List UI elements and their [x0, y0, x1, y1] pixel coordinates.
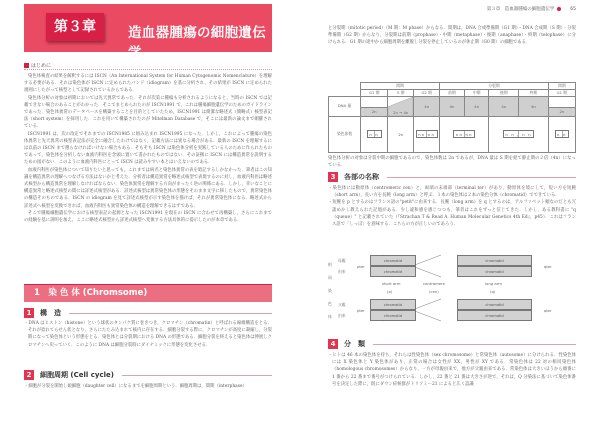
subsection-number: 2 [24, 370, 34, 380]
phase-header: 前期 [440, 90, 465, 97]
pter-label: pter [357, 308, 365, 313]
group-header: 間期 [548, 83, 575, 90]
red-dot-icon [557, 7, 561, 11]
phase-header: 終期 [519, 90, 549, 97]
divider [387, 177, 576, 178]
subsection-names-heading [328, 172, 576, 182]
square-bullet-icon [24, 63, 29, 68]
running-head [487, 6, 576, 12]
bullet-paragraph: ・DNA はヒストン（histone）という球状のタンパク質に巻きつき，クロマチン（chromatin）と呼ばれる線維構造をとる．それが捻れてらせん状となり，さらにたたみ込まれて核内に存在する．細胞分裂する際に，クロマチンが高度に凝縮し，分裂期になって染色体という形態をとる．染色体とは分裂期における DNA の形態である．細胞分裂を終えると染色体は伸展しクロマチンへ戻っていく．このように DNA は細胞分裂時にダイナミックに形態を変化させる． [24, 321, 272, 348]
subsection-title: 構 造 [40, 309, 61, 317]
chromosome-value: 2n [398, 131, 404, 137]
intro-body [24, 73, 272, 224]
chromosome-pair-value: n n / n n [503, 130, 535, 138]
phase-header: G1 期 [361, 90, 388, 97]
intro-paragraph: そこで腫瘍細胞遺伝学における核型表記の起源となった ISCN1991 を現在の ISCN に合わせて再構築し，さらにこれまでの経験を基に説明を加え，ここに略述式核型から詳述式核型へ変換する方法具体的に提示したのが本章である． [24, 210, 272, 224]
dna-row-label: DNA 量 [329, 97, 361, 117]
phase-header: 後期 [489, 90, 519, 97]
chapter-badge: 第３章 [46, 13, 104, 41]
chromosome-pair-value: nn nn [416, 130, 438, 138]
chromosome-cell [388, 116, 414, 152]
subsection-number: 3 [328, 172, 338, 182]
right-page [300, 0, 600, 423]
intro-paragraph: 染色体検査の結果を解釈するには ISCN（An International System for Human Cytogenomic Nomenclature）を理解する必要がある．それは染色体が ISCN に定められたバンド（idiogram）を基に分析され，その結果が ISCN に定められた規則にしたがって核型として記録されているからである． [24, 74, 272, 94]
long-arm-label: long arm [485, 281, 502, 286]
short-arm-abbr: (p) [387, 289, 393, 294]
qter-label: qter [544, 264, 552, 269]
dna-value: 4n [519, 97, 549, 117]
cell-cycle-body [24, 383, 272, 390]
section-title-chromosome: 1 染 色 体 (Chromsome) [24, 284, 272, 302]
phase-header: 中期 [464, 90, 489, 97]
chromosome-diagram [328, 252, 578, 332]
chapter-title: 造血器腫瘍の細胞遺伝学 [128, 25, 266, 61]
chromatid-long-arm: chromatid [457, 299, 532, 310]
centromere-abbr: (cen) [429, 289, 439, 294]
chromosome-split-pair [503, 130, 535, 138]
chromosome-cell [548, 116, 575, 152]
group-header: 分裂期 [440, 83, 549, 90]
pter-label: pter [357, 264, 365, 269]
chromosome-pair-value: nn nn [453, 130, 475, 138]
bullet-paragraph: ・染色体には動原体（centromeric cen）と，両端の末端部（terminal ter）があり，動原体を境にして，短い方を短腕（short arm），長い方を長腕（long arm）と呼ぶ．１本の染色体は２本の染色分体（chromatid）でできている． [328, 186, 576, 199]
dna-value: 2n → 4n [393, 109, 409, 115]
centromere-label: centromere [423, 281, 445, 286]
intro-heading-text: はじめに [31, 63, 52, 69]
group-header: 間期 [361, 83, 440, 90]
phase-header: G2 期 [414, 90, 440, 97]
chromosome-cell [489, 116, 548, 152]
dna-cell [388, 97, 414, 117]
chromosome-row-label: 染色体数 [329, 116, 361, 152]
intro-heading [24, 62, 272, 70]
intro-paragraph: 染色体分析の対象は初期においては先天異常であった．それが次第に腫瘍も分析されるようになると，当時の ISCN では記載できない場合のあることがわかった．そこでまとめられたのが ISCN1991 で，これは腫瘍細胞遺伝学のためのガイドラインであった．染色体異常のデータベースを構築することを目的としていたため，ISCN1991 は簡潔な略述式（簡略式）核型表記法（short system）を採用した．これを用いて構築されたのが Mitelman Database で，そこには最新の論文まで網羅されている． [24, 95, 272, 130]
bullet-paragraph: ・ヒトは 46 本の染色体を持ち，それらは性染色体（sex chromosome）と常染色体（autosome）に分けられる．性染色体には X 染色体と Y 染色体があり，正常の場合は女性が XX，男性が XY である．常染色体は 22 対の相同染色体（homologous chromosomes）からなり，一方が母親由来で，他方が父親由来である．常染色体は大きいほうから順番に 1 番から 22 番まで番号がつけられている．しかし，22 番と 21 番は大きさが逆で，それは，Q 分染法に基づいて染色体番号を決定した際に，既にダウン症候群がトリソミー21 によると広く認識 [328, 353, 576, 387]
chromatid-short-arm: chromatid [370, 310, 416, 321]
chapter-banner [24, 4, 272, 61]
subsection-cell-cycle-heading [24, 370, 272, 380]
paternal-label: 父親 由来 [338, 302, 346, 318]
table-caption: 染色体分析の対象は分裂中期の細胞であるので，染色体数は 2n であるが，DNA 量は S 期を経て静止期の２倍（4n）になっている． [328, 156, 576, 169]
dna-cell [361, 97, 388, 117]
divider [69, 313, 272, 314]
intro-paragraph: ISCN1991 は，次の改定でそれまでの ISCN1985 に組み込まれ ISCN1995 になった．しかし，これによって腫瘍の染色体異常と先天異常の核型表記法が完全に融合したわけではなく，記載方法には異なる場合がある．最新の ISCN を理解するには以前の ISCN まで遡らなければいけない場合もある．そもそも ISCN は染色体分析を実践している人のために作られたものであって，染色体を分析しない血液内科医を念頭に置いて書かれたものではない．その証拠に ISCN には構造異常を説明するための図がない．このように血液内科医にとって ISCN は読みやすい本とはいえないのである． [24, 131, 272, 166]
short-arm-label: short arm [382, 281, 401, 286]
dna-value: 2n [549, 107, 575, 116]
chromosome-cell [361, 116, 388, 152]
chromosome-pair-value: n n [555, 130, 570, 138]
classification-body [328, 352, 576, 388]
subsection-structure-heading [24, 308, 272, 318]
dna-cell [548, 97, 575, 117]
maternal-label: 母親 由来 [338, 258, 346, 274]
subsection-number: 1 [24, 308, 34, 318]
bullet-paragraph: ・短腕を p とするのはフランス語の"petit"に由来する．長腕（long arm）を q とするのは，アルファベット順なのだとも冗談めかし教えられた記憶がある．少し違和感を感じつつも，筆者はこれをずっと信じてきた．しかし，ある教科書に "q（queue）" と記載されていた（『Strachan T & Read A. Human Molecular Genetics 4th Ed』，p45）．これはフランス語で「しっぽ」を意味する．こちらの方が正しいのであろう． [328, 200, 576, 228]
divider [122, 375, 272, 376]
chromatid-long-arm: chromatid [457, 255, 532, 266]
subsection-number: 4 [328, 339, 338, 349]
phase-header: S 期 [388, 90, 414, 97]
dna-value: 4n [489, 97, 519, 117]
running-head-text: 第３章 造血器腫瘍の細胞遺伝学 [486, 7, 555, 12]
continued-text: と分裂期（mitotic period）（M 期：M phase）からなる．間期は，DNA 合成準備期（G1 期）・DNA 合成期（S 期）・分裂準備期（G2 期）からなり，分裂期は前期（prophase）・中期（metaphase）・後期（anaphase）・終期（telophase）に分けられる．G1 期の途中から細胞周期を離脱し分裂を停止しているのが休止期（G0 期）の細胞である． [328, 26, 576, 46]
bullet-paragraph: ・細胞が分裂を開始し娘細胞（daughter cell）になるまでを細胞周期という．細胞周期は，間期（interphase） [24, 384, 247, 389]
page-number: 65 [570, 6, 576, 12]
dna-value: 4n [414, 97, 440, 117]
dna-value: 4n [440, 97, 465, 117]
dna-value: 4n [464, 97, 489, 117]
chromatid-short-arm: chromatid [370, 266, 416, 277]
homologous-chromosome-label: 相 同 染 色 体 [328, 262, 332, 319]
phase-header: G1 期 [548, 90, 575, 97]
chromosome-diagram-lines [328, 252, 578, 332]
subsection-classification-heading [328, 339, 576, 349]
divider [373, 344, 576, 345]
chromatid-long-arm: chromatid [457, 310, 532, 321]
chromatid-short-arm: chromatid [370, 255, 416, 266]
subsection-title: 細胞周期 (Cell cycle) [40, 371, 114, 379]
chromosome-cell [414, 116, 440, 152]
structure-body [24, 320, 272, 349]
chromosome-pair-value: n n [367, 130, 382, 138]
qter-label: qter [544, 308, 552, 313]
subsection-title: 各部の名称 [344, 173, 379, 181]
chromosome-cell [440, 116, 489, 152]
dna-value: 2n [361, 107, 387, 116]
chromatid-short-arm: chromatid [370, 299, 416, 310]
chromatid-long-arm: chromatid [457, 266, 532, 277]
names-body [328, 185, 576, 228]
intro-paragraph: 血液内科医が染色体について知りたいと思っても，これまでは病名と染色体異常の表を暗記するしかなかった．筆者はこの知識を構造異常の理解へつなげる方法はないかと考えた．分析者は構造異常を略述式核型で表現するのに対し，血液内科医は略述式核型から構造異常を理解しなければならない．染色体異常を理解する方向がまったく逆の関係にある．しかし，幸いなことに構造異常と略述式核型の間には詳述式核型がある．詳述式核型は異常染色体の形態をそのまま文字に移したもので，異常染色体の構造そのものである．ISCN の idiogram を見て詳述式核型が示す染色体を描けば，それが異常染色体になる．略述式から詳述式へ核型を変換できれば，血液内科医も異常染色体の構造を理解できるはずである． [24, 167, 272, 209]
subsection-title: 分 類 [344, 340, 365, 348]
long-arm-abbr: (q) [490, 289, 496, 294]
cell-cycle-table [328, 82, 576, 153]
